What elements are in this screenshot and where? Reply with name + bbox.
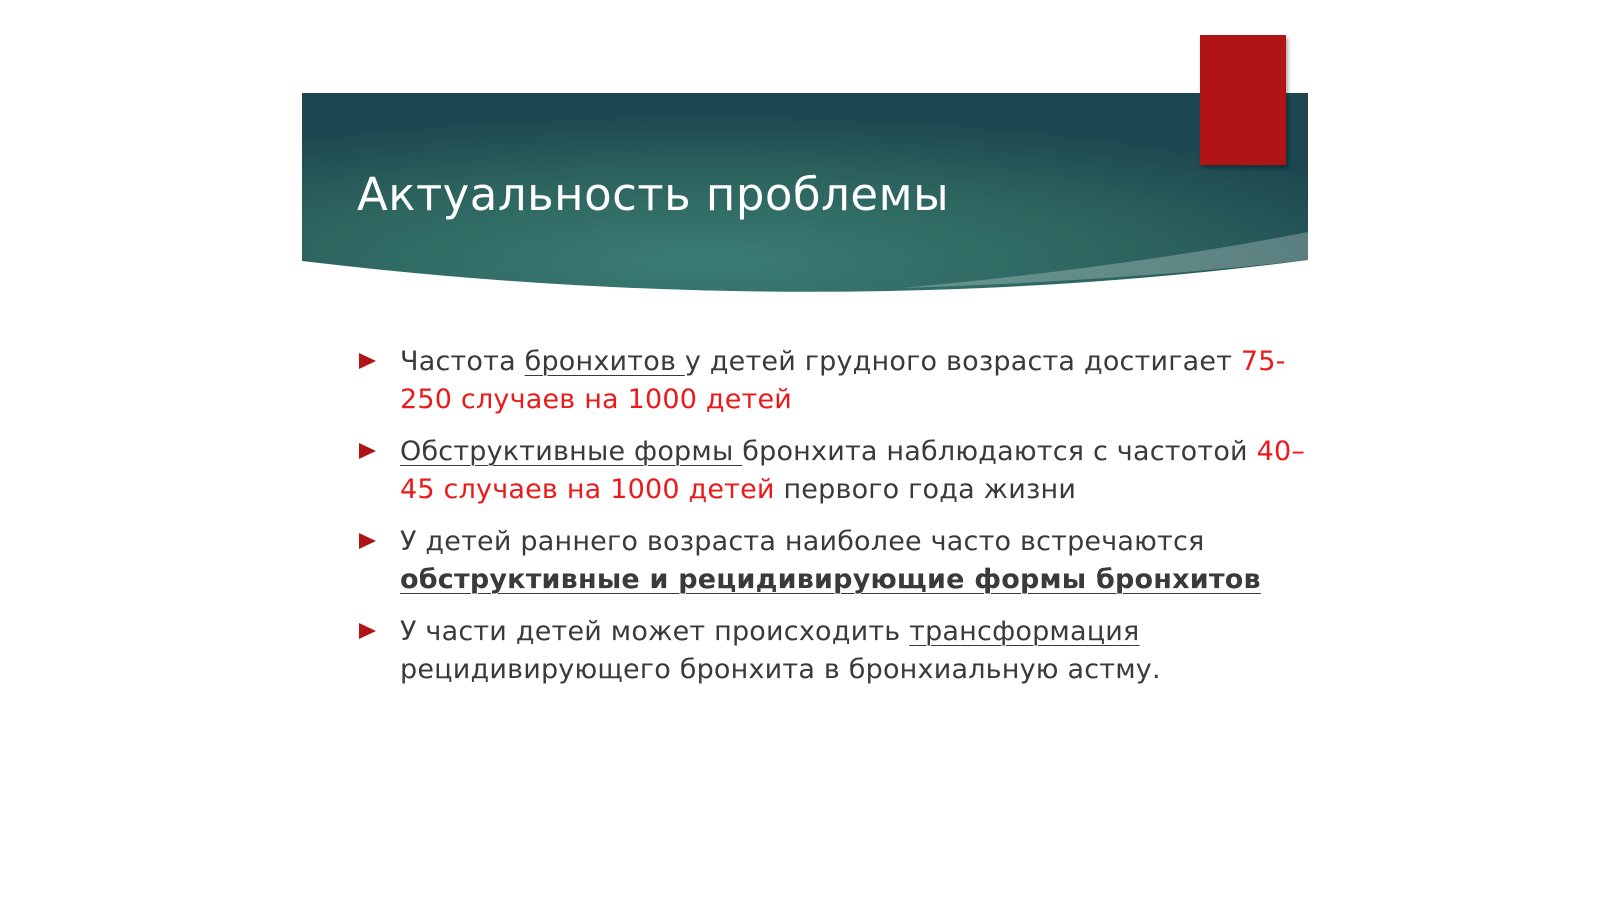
bullet-item (355, 613, 1315, 689)
bullet-text (400, 433, 1315, 509)
underlined-link[interactable]: бронхитов (524, 346, 685, 377)
triangle-bullet-icon (359, 353, 376, 369)
bullet-list (355, 343, 1315, 703)
text-span: рецидивирующего бронхита в бронхиальную астму. (400, 654, 1161, 685)
bullet-item (355, 523, 1315, 599)
underlined-link[interactable]: трансформация (909, 616, 1140, 647)
red-accent-box (1200, 35, 1286, 165)
bullet-text (400, 343, 1315, 419)
text-span: бронхита наблюдаются с частотой (742, 436, 1257, 467)
text-span: Частота (400, 346, 525, 377)
triangle-bullet-icon (359, 533, 376, 549)
bullet-text (400, 523, 1315, 599)
bold-underlined-link[interactable]: обструктивные и рецидивирующие формы бронхитов (400, 564, 1261, 595)
text-span: У части детей может происходить (400, 616, 910, 647)
underlined-link[interactable]: Обструктивные формы (400, 436, 743, 467)
slide-title: Актуальность проблемы (357, 168, 950, 221)
text-span: У детей раннего возраста наиболее часто встречаются (400, 526, 1205, 557)
highlighted-figure: 75-250 случаев на 1000 детей (400, 346, 1286, 415)
bullet-item (355, 433, 1315, 509)
text-span: у детей грудного возраста достигает (684, 346, 1241, 377)
triangle-bullet-icon (359, 623, 376, 639)
bullet-text (400, 613, 1315, 689)
highlighted-figure: 40–45 случаев на 1000 детей (400, 436, 1306, 505)
triangle-bullet-icon (359, 443, 376, 459)
bullet-item (355, 343, 1315, 419)
text-span: первого года жизни (774, 474, 1077, 505)
